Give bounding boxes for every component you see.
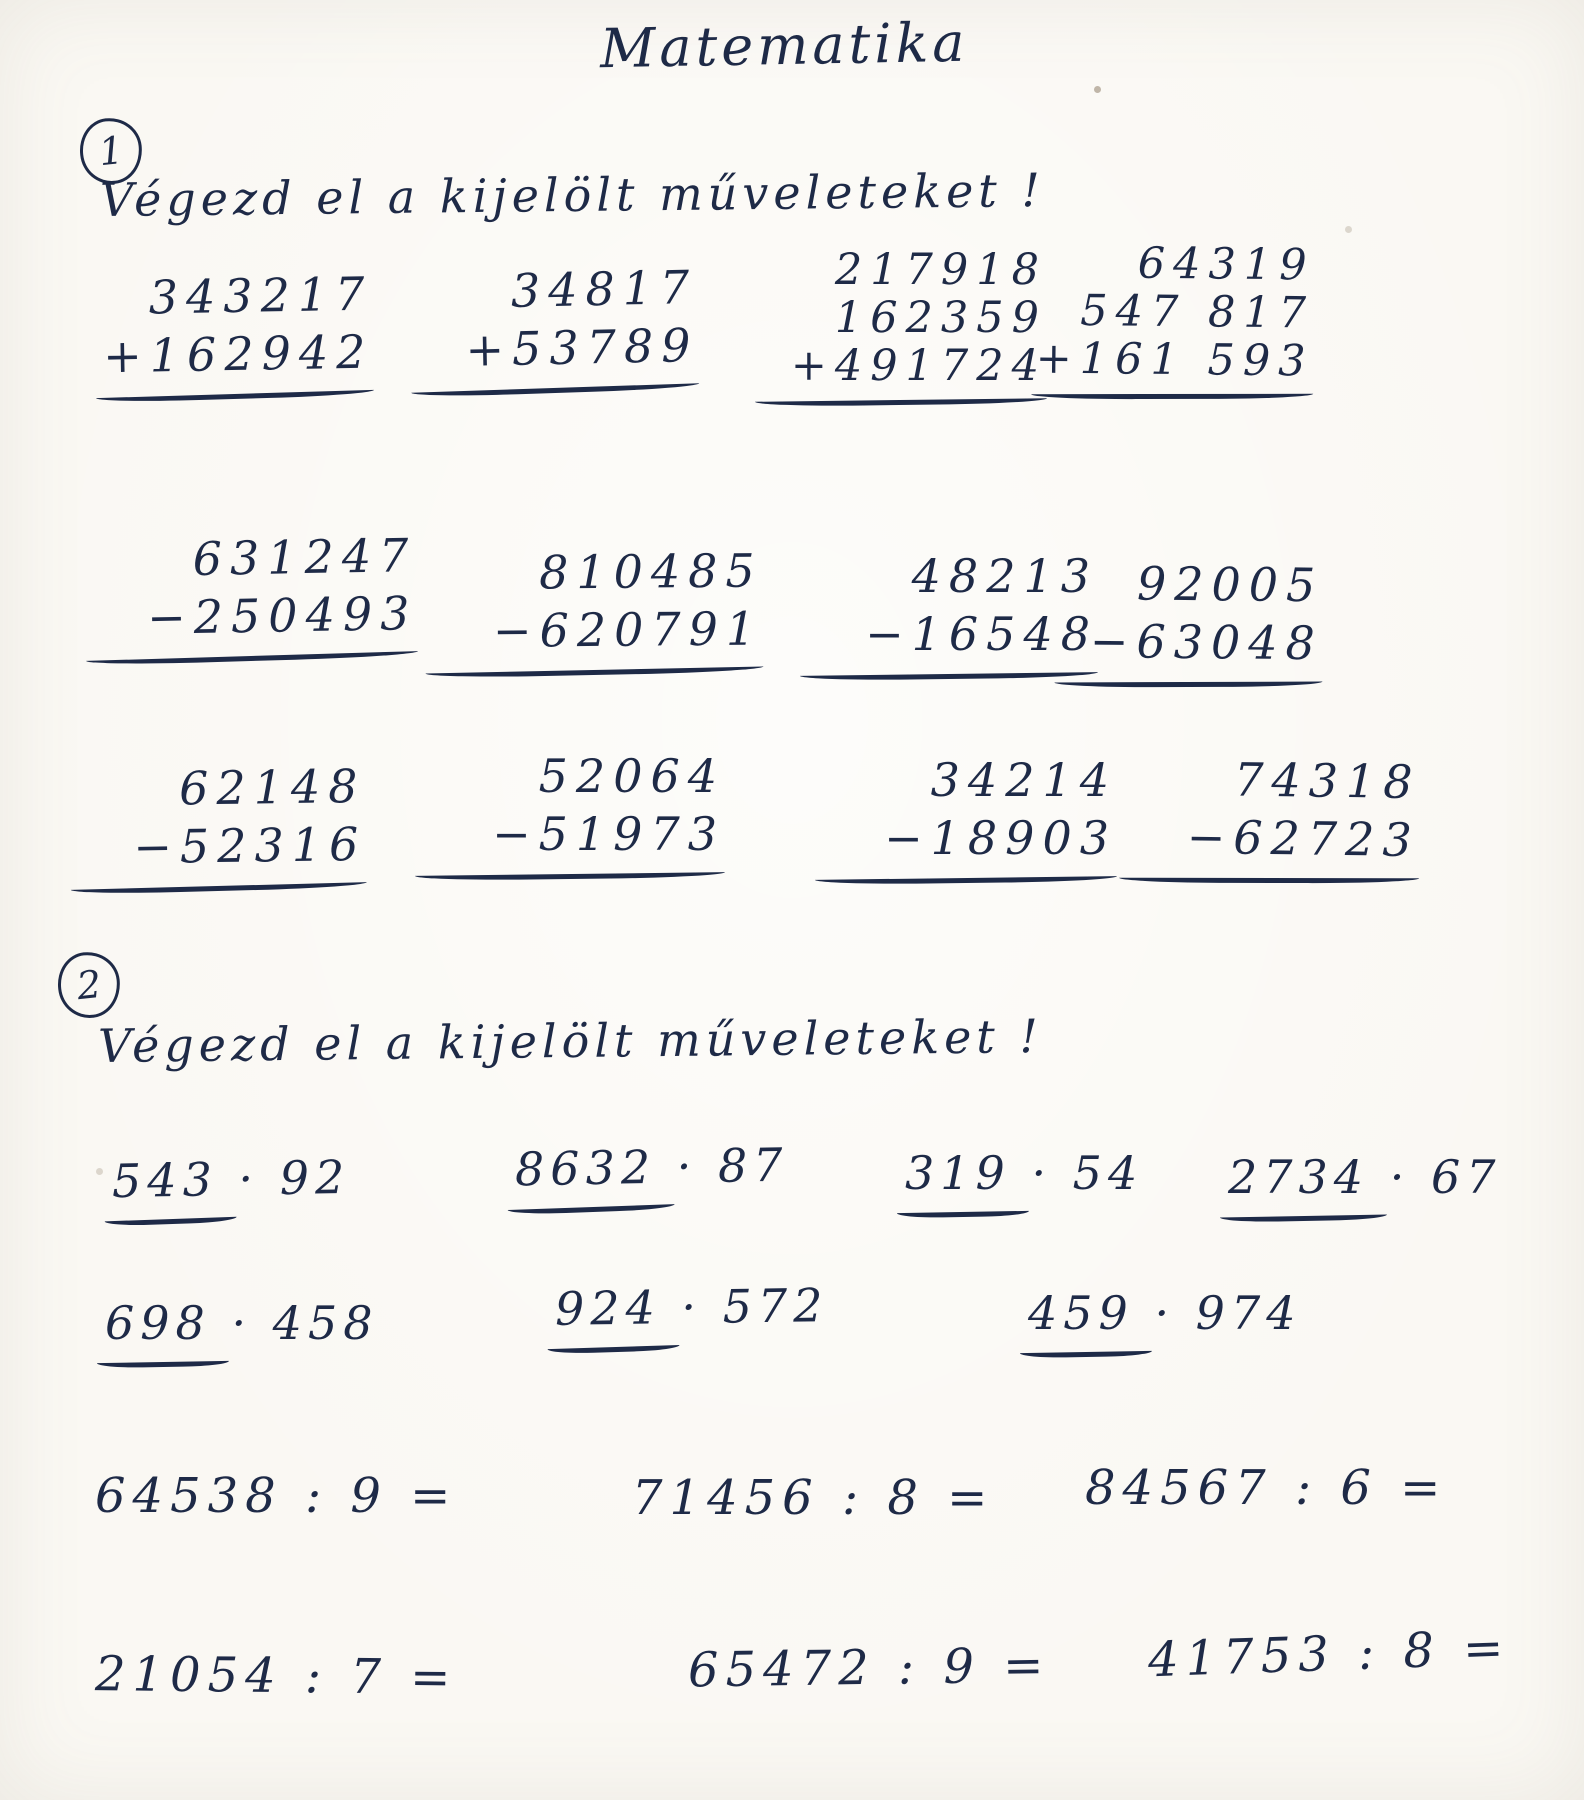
section2-number-badge xyxy=(55,949,124,1021)
underlined-factor: 8632 xyxy=(514,1139,657,1197)
problem-line: 34214 xyxy=(930,753,1117,807)
vertical-problem-sub-2 xyxy=(424,543,763,676)
multiplication-problem-1 xyxy=(112,1150,351,1208)
problem-line: +162942 xyxy=(102,324,374,384)
multiplication-problem-6 xyxy=(555,1278,829,1336)
sum-line xyxy=(411,383,699,397)
vertical-problem-add-3 xyxy=(755,246,1047,405)
vertical-problem-sub-7 xyxy=(815,752,1117,882)
vertical-problem-add-2 xyxy=(409,259,700,395)
sum-line xyxy=(426,666,764,678)
factor-rest: · 572 xyxy=(681,1278,829,1335)
factor-rest: · 458 xyxy=(231,1296,379,1350)
multiplication-problem-3 xyxy=(905,1146,1143,1200)
problem-line: 34817 xyxy=(510,259,698,318)
vertical-problem-sub-1 xyxy=(84,527,418,663)
vertical-problem-sub-4 xyxy=(1054,555,1323,688)
vertical-problem-add-4 xyxy=(1031,239,1315,401)
problem-line: −52316 xyxy=(133,816,367,875)
underlined-factor: 2734 xyxy=(1228,1150,1370,1204)
sum-line xyxy=(755,399,1047,407)
vertical-problem-sub-5 xyxy=(69,758,367,893)
vertical-problem-sub-6 xyxy=(415,748,725,878)
sum-line xyxy=(415,872,725,880)
problem-line: 217918 xyxy=(834,245,1047,295)
multiplication-problem-4 xyxy=(1228,1150,1501,1204)
vertical-problem-sub-3 xyxy=(800,548,1098,678)
problem-line: 52064 xyxy=(538,749,725,803)
problem-line: +491724 xyxy=(790,341,1047,392)
sum-line xyxy=(1054,681,1322,686)
problem-line: 810485 xyxy=(538,543,763,600)
problem-line: 631247 xyxy=(192,528,417,587)
problem-line: 64319 xyxy=(1137,238,1315,291)
factor-rest: · 974 xyxy=(1154,1286,1302,1340)
factor-rest: · 87 xyxy=(676,1137,789,1194)
multiplication-problem-5 xyxy=(105,1296,378,1350)
problem-line: 48213 xyxy=(911,549,1098,603)
problem-line: 547 817 xyxy=(1079,286,1315,339)
problem-line: −620791 xyxy=(492,601,764,658)
sum-line xyxy=(96,390,374,403)
sum-line xyxy=(800,672,1098,680)
multiplication-problem-2 xyxy=(515,1138,789,1197)
problem-line: +161 593 xyxy=(1035,333,1314,387)
problem-line: −63048 xyxy=(1089,614,1324,671)
sum-line xyxy=(1031,394,1313,399)
vertical-problem-add-1 xyxy=(94,266,374,401)
multiplication-problem-7 xyxy=(1028,1286,1301,1340)
sum-line xyxy=(71,882,367,894)
problem-line: 92005 xyxy=(1136,556,1324,613)
vertical-problem-sub-8 xyxy=(1119,750,1421,885)
underlined-factor: 543 xyxy=(111,1152,219,1209)
problem-line: 162359 xyxy=(834,293,1047,344)
underlined-factor: 698 xyxy=(105,1296,211,1350)
sum-line xyxy=(815,876,1117,884)
factor-rest: · 54 xyxy=(1031,1146,1144,1200)
problem-line: −16548 xyxy=(865,606,1098,661)
division-problem-4: 21054 : 7 = xyxy=(94,1646,458,1706)
section1-instruction: Végezd el a kijelölt műveleteket ! xyxy=(99,163,1046,227)
sum-line xyxy=(1119,878,1419,883)
problem-line: −62723 xyxy=(1186,809,1421,868)
division-problem-3: 84567 : 6 = xyxy=(1085,1460,1448,1516)
factor-rest: · 67 xyxy=(1389,1150,1502,1204)
problem-line: −250493 xyxy=(146,586,418,645)
section1-number: 1 xyxy=(96,127,126,175)
underlined-factor: 459 xyxy=(1028,1286,1134,1340)
division-problem-1: 64538 : 9 = xyxy=(95,1468,458,1524)
scan-speck xyxy=(96,1168,103,1175)
worksheet-title: Matematika xyxy=(599,10,969,81)
division-problem-5: 65472 : 9 = xyxy=(687,1637,1051,1699)
problem-line: +53789 xyxy=(464,317,699,377)
division-problem-2: 71456 : 8 = xyxy=(632,1470,995,1526)
problem-line: −51973 xyxy=(492,806,725,861)
problem-line: 343217 xyxy=(148,266,373,325)
scan-speck xyxy=(1094,86,1101,93)
division-problem-6: 41753 : 8 = xyxy=(1147,1619,1512,1689)
factor-rest: · 92 xyxy=(237,1149,351,1206)
sum-line xyxy=(86,651,418,665)
underlined-factor: 924 xyxy=(554,1280,662,1336)
problem-line: −18903 xyxy=(884,810,1117,865)
problem-line: 62148 xyxy=(178,758,366,816)
problem-line: 74318 xyxy=(1233,752,1421,810)
section2-instruction: Végezd el a kijelölt műveleteket ! xyxy=(97,1009,1044,1073)
underlined-factor: 319 xyxy=(905,1146,1011,1200)
scan-speck xyxy=(1345,226,1352,233)
section2-number: 2 xyxy=(74,961,104,1009)
